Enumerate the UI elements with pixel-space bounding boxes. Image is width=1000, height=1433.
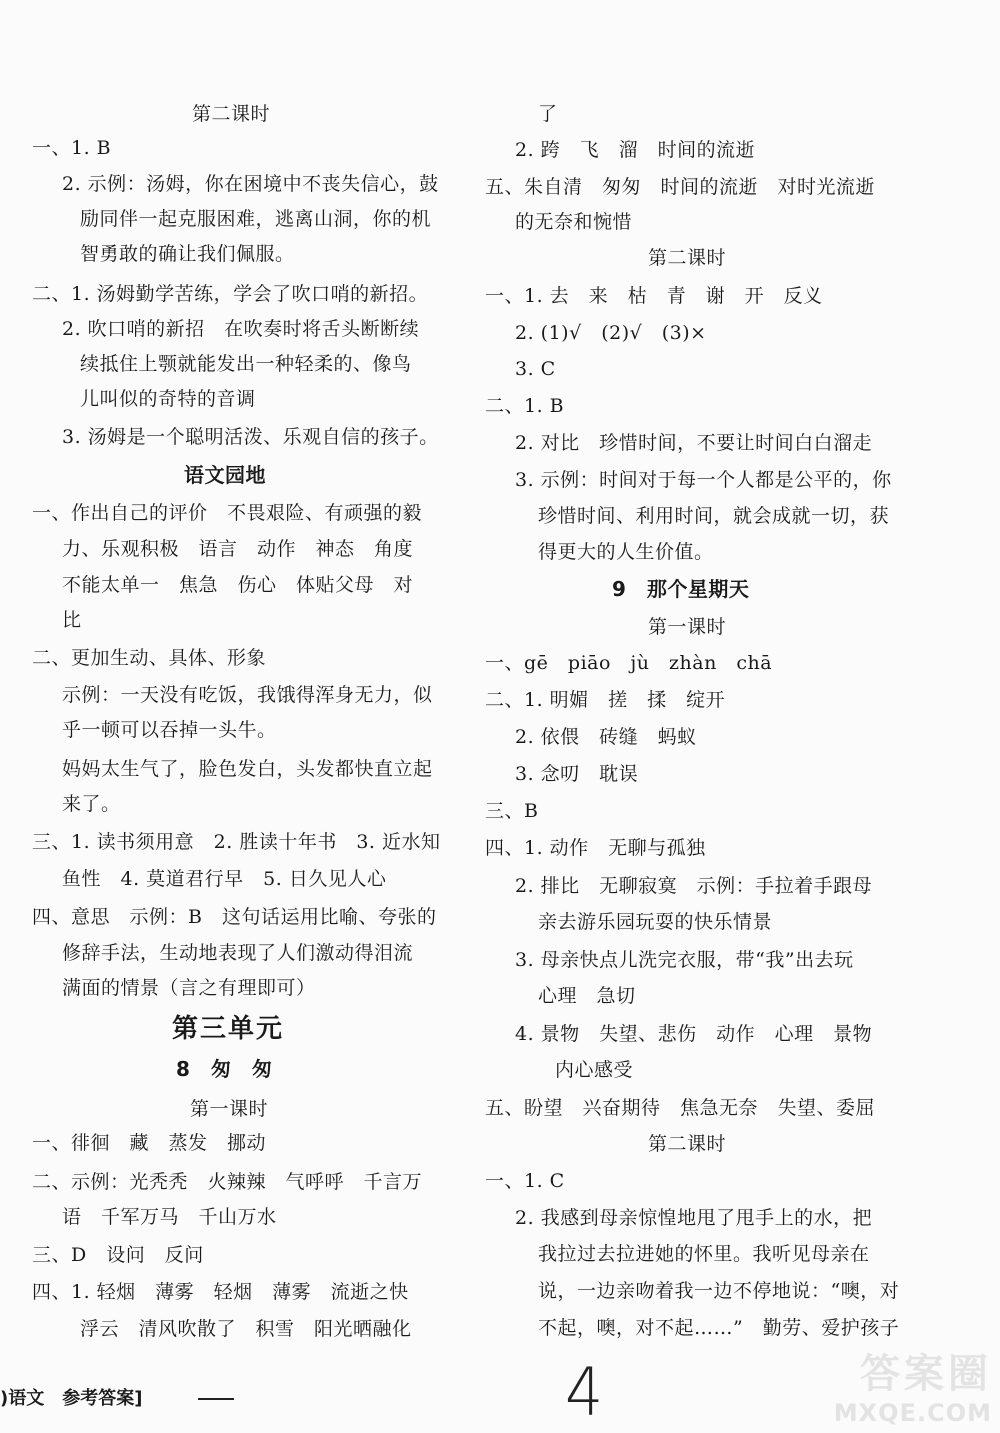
answer-line: 力、乐观积极 语言 动作 神态 角度 bbox=[62, 538, 414, 560]
answer-line: 一、徘徊 藏 蒸发 挪动 bbox=[32, 1132, 267, 1154]
answer-line: 不起，噢，对不起……” 勤劳、爱护孩子 bbox=[538, 1317, 900, 1339]
answer-line: 2. 我感到母亲惊惶地甩了甩手上的水，把 bbox=[515, 1207, 873, 1229]
answer-line: 儿叫似的奇特的音调 bbox=[80, 388, 256, 410]
answer-line: 了 bbox=[538, 103, 558, 125]
answer-line: 来了。 bbox=[62, 793, 121, 815]
answer-line: 我拉过去拉进她的怀里。我听见母亲在 bbox=[538, 1243, 870, 1265]
answer-line: 一、1. C bbox=[485, 1170, 565, 1192]
answer-line: 乎一顿可以吞掉一头牛。 bbox=[62, 719, 277, 741]
answer-line: 3. 示例：时间对于每一个人都是公平的，你 bbox=[515, 469, 892, 491]
watermark-url: MXQE.COM bbox=[833, 1399, 992, 1427]
section-heading: 第一课时 bbox=[648, 616, 727, 638]
answer-line: 续抵住上颚就能发出一种轻柔的、像鸟 bbox=[80, 353, 412, 375]
answer-line: 四、1. 轻烟 薄雾 轻烟 薄雾 流逝之快 bbox=[32, 1281, 409, 1303]
answer-line: 3. 念叨 耽误 bbox=[515, 763, 639, 785]
answer-line: 一、1. B bbox=[32, 137, 112, 159]
answer-line: 妈妈太生气了，脸色发白，头发都快直立起 bbox=[62, 758, 433, 780]
answer-line: 二、1. 汤姆勤学苦练，学会了吹口哨的新招。 bbox=[32, 283, 429, 305]
answer-line: 4. 景物 失望、悲伤 动作 心理 景物 bbox=[515, 1023, 873, 1045]
answer-line: 三、B bbox=[485, 800, 539, 822]
answer-line: 2. 示例：汤姆，你在困境中不丧失信心，鼓 bbox=[62, 173, 439, 195]
answer-line: 的无奈和惋惜 bbox=[515, 211, 633, 233]
answer-line: 二、1. B bbox=[485, 395, 565, 417]
answer-line: 亲去游乐园玩耍的快乐情景 bbox=[538, 911, 773, 933]
answer-line: 四、1. 动作 无聊与孤独 bbox=[485, 837, 706, 859]
answer-line: 不能太单一 焦急 伤心 体贴父母 对 bbox=[62, 574, 414, 596]
watermark bbox=[834, 1342, 992, 1427]
answer-line: 五、盼望 兴奋期待 焦急无奈 失望、委屈 bbox=[485, 1097, 876, 1119]
section-heading: 第二课时 bbox=[648, 1133, 727, 1155]
answer-line: 一、1. 去 来 枯 青 谢 开 反义 bbox=[485, 285, 823, 307]
footer-label: )语文 参考答案] bbox=[0, 1388, 143, 1409]
answer-line: 三、1. 读书须用意 2. 胜读十年书 3. 近水知 bbox=[32, 831, 441, 853]
answer-line: 3. 汤姆是一个聪明活泼、乐观自信的孩子。 bbox=[62, 426, 439, 448]
answer-line: 说，一边亲吻着我一边不停地说：“噢，对 bbox=[538, 1280, 900, 1302]
section-heading: 9 那个星期天 bbox=[612, 577, 750, 601]
answer-line: 一、gē piāo jù zhàn chā bbox=[485, 652, 773, 674]
answer-line: 智勇敢的确让我们佩服。 bbox=[80, 243, 295, 265]
answer-line: 励同伴一起克服困难，逃离山洞，你的机 bbox=[80, 208, 432, 230]
watermark-logo-text: 答案圈 bbox=[860, 1351, 992, 1397]
handwritten-page-number: 4 bbox=[565, 1354, 604, 1432]
answer-line: 2. 跨 飞 溜 时间的流逝 bbox=[515, 139, 756, 161]
section-heading: 第一课时 bbox=[190, 1098, 269, 1120]
answer-line: 五、朱自清 匆匆 时间的流逝 对时光流逝 bbox=[485, 176, 876, 198]
section-heading: 语文园地 bbox=[184, 463, 266, 487]
answer-line: 鱼性 4. 莫道君行早 5. 日久见人心 bbox=[62, 868, 387, 890]
answer-line: 三、D 设问 反问 bbox=[32, 1244, 204, 1266]
answer-line: 珍惜时间、利用时间，就会成就一切，获 bbox=[538, 505, 890, 527]
answer-line: 四、意思 示例：B 这句话运用比喻、夸张的 bbox=[32, 906, 437, 928]
answer-line: 2. 对比 珍惜时间，不要让时间白白溜走 bbox=[515, 432, 873, 454]
answer-line: 3. 母亲快点儿洗完衣服，带“我”出去玩 bbox=[515, 949, 854, 971]
answer-line: 内心感受 bbox=[555, 1059, 634, 1081]
answer-line: 二、1. 明媚 搓 揉 绽开 bbox=[485, 689, 726, 711]
answer-line: 示例：一天没有吃饭，我饿得浑身无力，似 bbox=[62, 684, 433, 706]
section-heading: 第二课时 bbox=[192, 103, 271, 125]
answer-line: 2. 吹口哨的新招 在吹奏时将舌头断断续 bbox=[62, 318, 420, 340]
footer-rule bbox=[198, 1398, 234, 1400]
answer-line: 二、示例：光秃秃 火辣辣 气呼呼 千言万 bbox=[32, 1171, 423, 1193]
answer-line: 2. 依偎 砖缝 蚂蚁 bbox=[515, 726, 697, 748]
answer-line: 心理 急切 bbox=[538, 985, 636, 1007]
answer-line: 浮云 清风吹散了 积雪 阳光晒融化 bbox=[80, 1318, 412, 1340]
answer-line: 二、更加生动、具体、形象 bbox=[32, 647, 267, 669]
answer-line: 一、作出自己的评价 不畏艰险、有顽强的毅 bbox=[32, 502, 423, 524]
section-heading: 8 匆 匆 bbox=[176, 1057, 273, 1081]
answer-line: 2. (1)√ (2)√ (3)× bbox=[515, 322, 707, 344]
answer-line: 得更大的人生价值。 bbox=[538, 541, 714, 563]
section-heading: 第三单元 bbox=[172, 1014, 285, 1044]
section-heading: 第二课时 bbox=[648, 247, 727, 269]
answer-line: 语 千军万马 千山万水 bbox=[62, 1206, 277, 1228]
answer-line: 2. 排比 无聊寂寞 示例：手拉着手跟母 bbox=[515, 875, 873, 897]
answer-line: 修辞手法，生动地表现了人们激动得泪流 bbox=[62, 942, 414, 964]
answer-line: 满面的情景（言之有理即可） bbox=[62, 977, 316, 999]
answer-line: 3. C bbox=[515, 358, 556, 380]
answer-line: 比 bbox=[62, 609, 82, 631]
